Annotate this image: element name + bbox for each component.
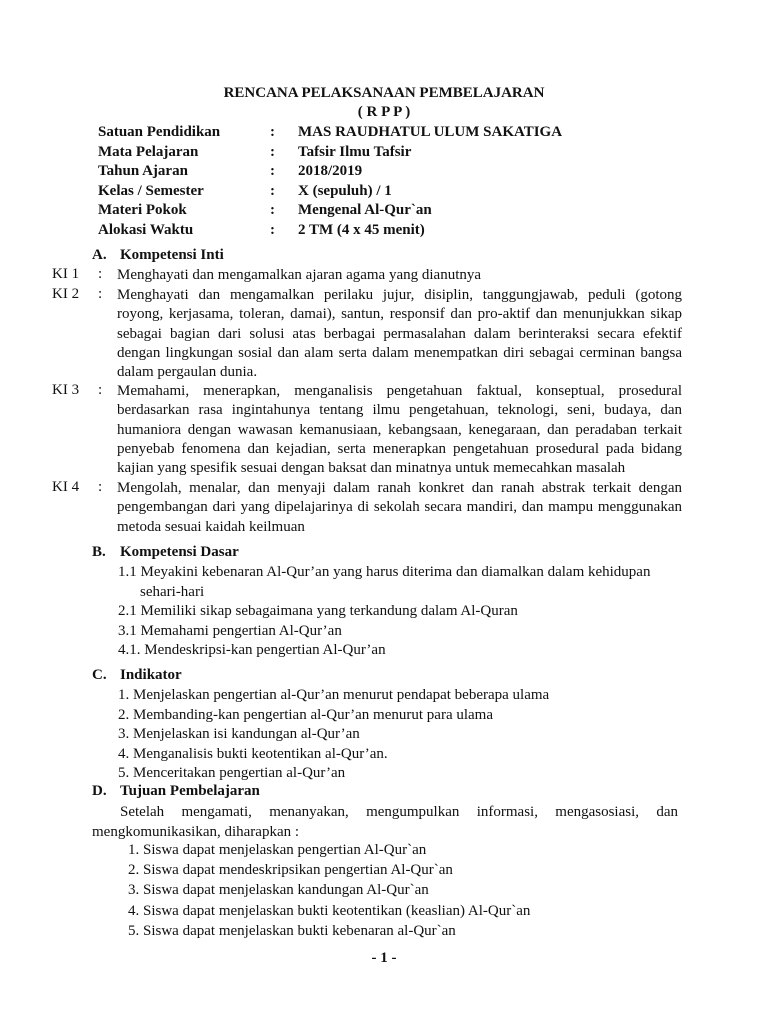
list-item: 4. Menganalisis bukti keotentikan al-Qur’an. xyxy=(118,745,388,762)
ki-colon: : xyxy=(98,266,103,282)
identity-row xyxy=(98,183,698,203)
ki-item xyxy=(52,479,682,537)
ki-text: Menghayati dan mengamalkan ajaran agama yang dianutnya xyxy=(117,267,482,283)
identity-row xyxy=(98,222,698,242)
ki-text: Menghayati dan mengamalkan perilaku jujur, disiplin, tanggungjawab, peduli (gotong royong, kerjasama, toleran, damai), santun, responsif dan pro-aktif dan menunjukkan sikap sebagai bagian dari solusi atas berbagai permasalahan dalam berinteraksi secara efektif dengan lingkungan sosial dan alam serta dalam menempatkan diri sebagai cerminan bangsa dalam pergaulan dunia. xyxy=(117,287,682,381)
ki-code: KI 3 xyxy=(52,382,80,398)
list-item: 1. Siswa dapat menjelaskan pengertian Al-Qur`an xyxy=(128,842,427,858)
identity-value: Tafsir Ilmu Tafsir xyxy=(298,143,412,160)
section-heading-b xyxy=(92,544,239,561)
identity-row xyxy=(98,144,698,164)
identity-colon: : xyxy=(270,163,275,179)
section-title: Tujuan Pembelajaran xyxy=(120,783,260,799)
document-subtitle: ( R P P ) xyxy=(357,104,411,120)
ki-colon: : xyxy=(98,479,103,495)
identity-label: Materi Pokok xyxy=(98,202,187,218)
list-item: 3.1 Memahami pengertian Al-Qur’an xyxy=(118,622,342,639)
section-heading-c xyxy=(92,667,182,684)
tujuan-intro-text: Setelah mengamati, menanyakan, mengumpulkan informasi, mengasosiasi, dan mengkomunikasikan, diharapkan : xyxy=(92,804,678,840)
section-heading-d xyxy=(92,783,260,800)
identity-label: Alokasi Waktu xyxy=(98,221,194,238)
ki-code: KI 1 xyxy=(52,266,80,282)
section-title: Indikator xyxy=(120,667,182,683)
identity-value: Mengenal Al-Qur`an xyxy=(298,202,432,218)
list-item: 1. Menjelaskan pengertian al-Qur’an menurut pendapat beberapa ulama xyxy=(118,687,550,703)
list-item-continuation: sehari-hari xyxy=(140,583,205,600)
identity-label: Kelas / Semester xyxy=(98,182,204,199)
ki-colon: : xyxy=(98,382,103,398)
page-number: - 1 - xyxy=(371,950,397,966)
section-letter: A. xyxy=(92,247,107,263)
ki-colon: : xyxy=(98,286,103,302)
identity-colon: : xyxy=(270,124,275,140)
identity-row xyxy=(98,202,698,222)
identity-label: Satuan Pendidikan xyxy=(98,124,221,140)
list-item: 5. Siswa dapat menjelaskan bukti kebenaran al-Qur`an xyxy=(128,922,456,939)
list-item: 2.1 Memiliki sikap sebagaimana yang terkandung dalam Al-Quran xyxy=(118,603,518,619)
ki-item xyxy=(52,266,682,285)
identity-value: MAS RAUDHATUL ULUM SAKATIGA xyxy=(298,124,563,140)
section-title: Kompetensi Inti xyxy=(120,247,224,263)
list-item: 4.1. Mendeskripsi-kan pengertian Al-Qur’an xyxy=(118,642,386,658)
list-item: 2. Membanding-kan pengertian al-Qur’an menurut para ulama xyxy=(118,706,493,723)
tujuan-list xyxy=(128,840,530,941)
identity-label: Tahun Ajaran xyxy=(98,163,188,179)
ki-code: KI 2 xyxy=(52,286,80,302)
identity-value: X (sepuluh) / 1 xyxy=(298,182,392,199)
list-item: 4. Siswa dapat menjelaskan bukti keotentikan (keaslian) Al-Qur`an xyxy=(128,902,531,919)
list-item: 3. Menjelaskan isi kandungan al-Qur’an xyxy=(118,726,360,742)
kompetensi-dasar-list xyxy=(118,563,678,661)
identity-colon: : xyxy=(270,221,275,238)
identity-colon: : xyxy=(270,182,275,199)
ki-item xyxy=(52,382,682,478)
section-letter: D. xyxy=(92,783,107,799)
ki-code: KI 4 xyxy=(52,479,80,495)
indikator-list xyxy=(118,686,549,784)
tujuan-intro xyxy=(92,802,678,842)
list-item: 5. Menceritakan pengertian al-Qur’an xyxy=(118,765,346,781)
section-heading-a xyxy=(92,247,224,264)
identity-label: Mata Pelajaran xyxy=(98,143,199,160)
list-item: 2. Siswa dapat mendeskripsikan pengertian Al-Qur`an xyxy=(128,862,453,879)
identity-colon: : xyxy=(270,202,275,218)
identity-table xyxy=(98,124,698,241)
list-item: 1.1 Meyakini kebenaran Al-Qur’an yang harus diterima dan diamalkan dalam kehidupan xyxy=(118,564,651,580)
section-letter: C. xyxy=(92,667,107,683)
document-title: RENCANA PELAKSANAAN PEMBELAJARAN xyxy=(223,85,545,101)
ki-text: Mengolah, menalar, dan menyaji dalam ranah konkret dan ranah abstrak terkait dengan pengembangan dari yang dipelajarinya di sekolah secara mandiri, dan mampu menggunakan metoda sesuai kaidah keilmuan xyxy=(117,480,682,535)
section-title: Kompetensi Dasar xyxy=(120,544,239,560)
identity-colon: : xyxy=(270,143,275,160)
identity-row xyxy=(98,124,698,144)
identity-row xyxy=(98,163,698,183)
section-letter: B. xyxy=(92,544,106,560)
ki-text: Memahami, menerapkan, menganalisis pengetahuan faktual, konseptual, prosedural berdasarkan rasa ingintahunya tentang ilmu pengetahuan, teknologi, seni, budaya, dan humaniora dengan wawasan kemanusiaan, kebangsaan, kenegaraan, dan peradaban terkait penyebab fenomena dan kejadian, serta menerapkan pengetahuan prosedural pada bidang kajian yang spesifik sesuai dengan baksat dan minatnya untuk memecahkan masalah xyxy=(117,383,682,477)
identity-value: 2018/2019 xyxy=(298,163,363,179)
identity-value: 2 TM (4 x 45 menit) xyxy=(298,221,425,238)
ki-item xyxy=(52,286,682,382)
list-item: 3. Siswa dapat menjelaskan kandungan Al-Qur`an xyxy=(128,882,429,899)
